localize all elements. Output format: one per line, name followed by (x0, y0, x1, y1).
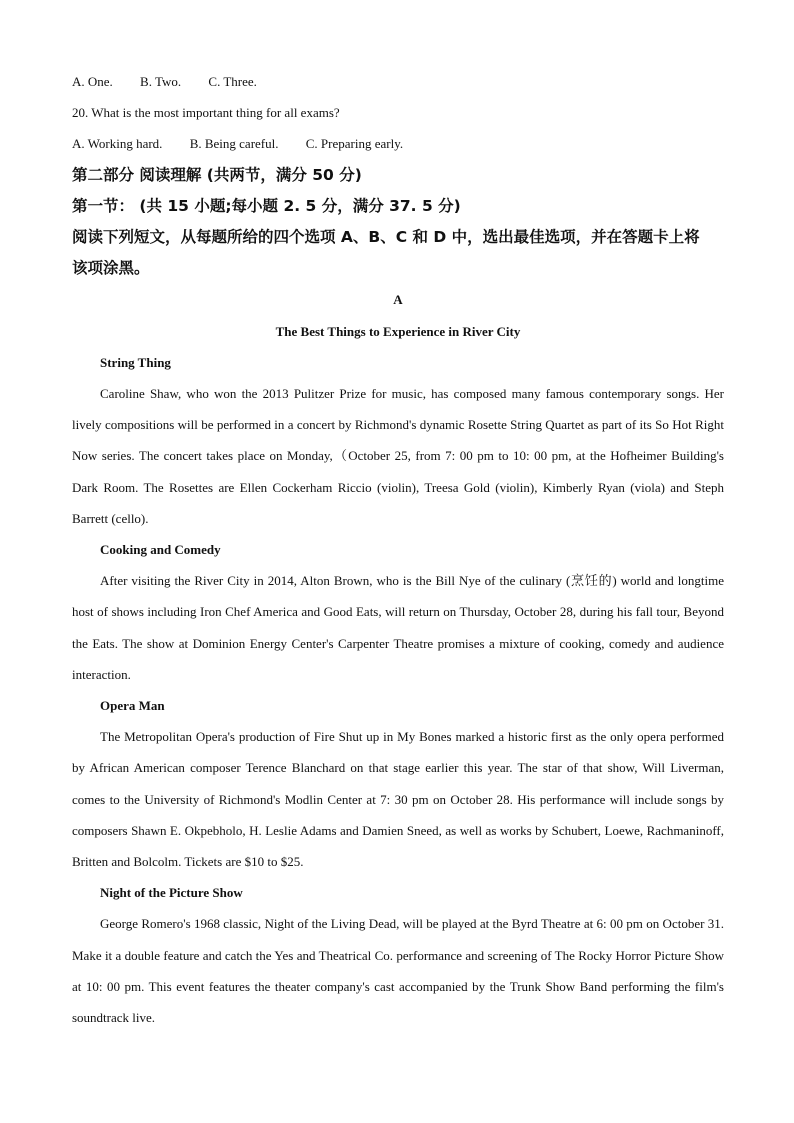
section-heading-cooking-comedy: Cooking and Comedy (100, 542, 221, 558)
instruction-line-2: 该项涂黑。 (72, 259, 150, 278)
section-heading-opera-man: Opera Man (100, 698, 165, 714)
q20-option-c[interactable]: C. Preparing early. (305, 136, 404, 152)
q20-options (72, 128, 724, 159)
q20-option-b[interactable]: B. Being careful. (189, 136, 279, 152)
section-text-picture-show: George Romero's 1968 classic, Night of the Living Dead, will be played at the Byrd Theatre at 6: 00 pm on October 31. Make it a double feature and catch the Yes and Theatrical Co. performance and screening of The Rocky Horror Picture Show at 10: 00 pm. This event features the theater company's cast accompanied by the Trunk Show Band performing the film's soundtrack live. (72, 916, 724, 1026)
q19-option-b[interactable]: B. Two. (140, 74, 182, 89)
section-heading-string-thing: String Thing (100, 354, 171, 370)
instruction-line-1: 阅读下列短文，从每题所给的四个选项 A、B、C 和 D 中，选出最佳选项，并在答题卡上将 (72, 228, 700, 247)
q20-question: 20. What is the most important thing for all exams? (72, 105, 340, 121)
section1-title: 第一节： (共 15 小题;每小题 2. 5 分，满分 37. 5 分) (72, 196, 461, 215)
section-text-opera-man: The Metropolitan Opera's production of Fire Shut up in My Bones marked a historic first as the only opera performed by African American composer Terence Blanchard on that stage earlier this year. The star of that show, Will Liverman, comes to the University of Richmond's Modlin Center at 7: 30 pm on October 28. His performance will include songs by composers Shawn E. Okpebholo, H. Leslie Adams and Damien Sneed, as well as works by Schubert, Loewe, Rachmaninoff, Britten and Bolcolm. Tickets are $10 to $25. (72, 729, 724, 870)
part2-title: 第二部分 阅读理解 (共两节，满分 50 分) (72, 165, 362, 184)
q20-option-a[interactable]: A. Working hard. (72, 136, 163, 152)
q19-option-c[interactable]: C. Three. (208, 74, 257, 89)
section-text-cooking-comedy: After visiting the River City in 2014, Alton Brown, who is the Bill Nye of the culinary (烹饪的) world and longtime host of shows including Iron Chef America and Good Eats, will return on Thursday, October 28, during his fall tour, Beyond the Eats. The show at Dominion Energy Center's Carpenter Theatre promises a mixture of cooking, comedy and audience interaction. (72, 573, 724, 682)
passage-letter: A (393, 292, 403, 308)
exam-page (72, 66, 724, 1033)
section-heading-picture-show: Night of the Picture Show (100, 885, 243, 901)
section-text-string-thing: Caroline Shaw, who won the 2013 Pulitzer Prize for music, has composed many famous contemporary songs. Her lively compositions will be performed in a concert by Richmond's dynamic Rosette String Quartet as part of its So Hot Right Now series. The concert takes place on Monday,（October 25, from 7: 00 pm to 10: 00 pm, at the Hofheimer Building's Dark Room. The Rosettes are Ellen Cockerham Riccio (violin), Treesa Gold (violin), Kimberly Ryan (viola) and Steph Barrett (cello). (72, 386, 724, 526)
q19-options (72, 66, 724, 97)
passage-title: The Best Things to Experience in River City (275, 323, 521, 339)
q19-option-a[interactable]: A. One. (72, 74, 113, 89)
